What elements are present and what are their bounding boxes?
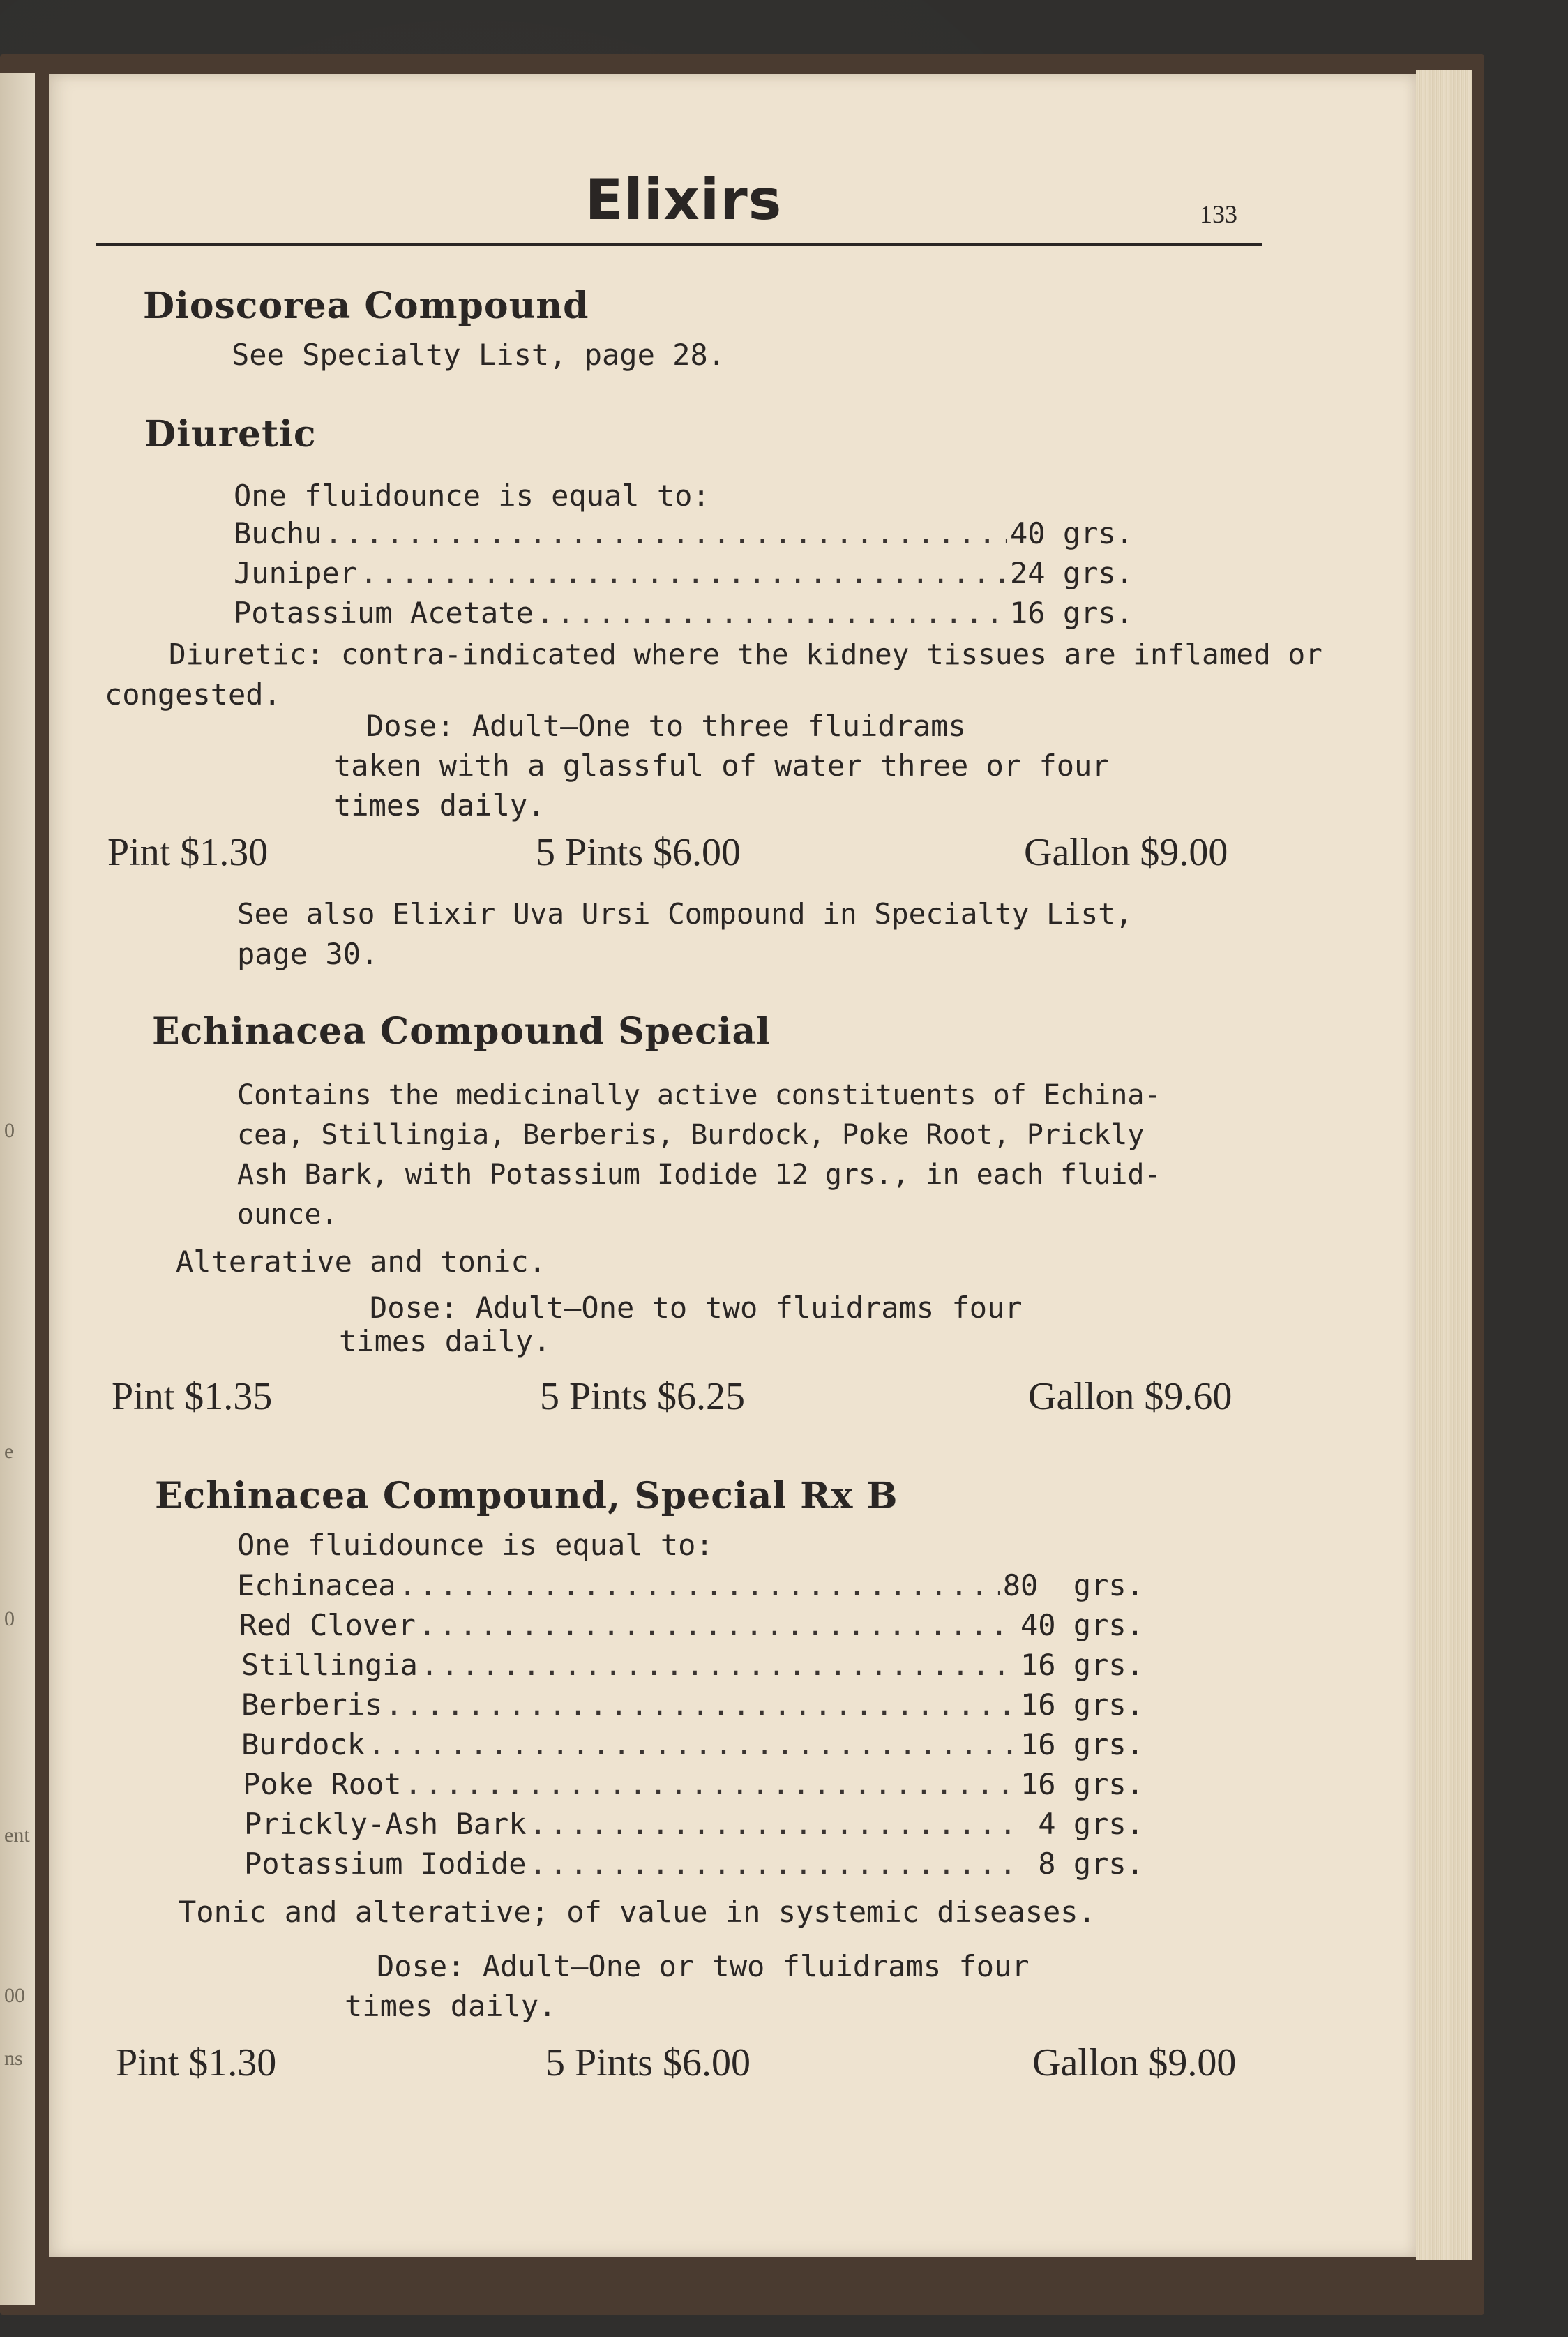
ingredient-amount: 40 grs. — [1009, 516, 1133, 550]
left-page-mark: ns — [4, 2047, 23, 2070]
diuretic-description: Diuretic: contra-indicated where the kidney tissues are inflamed or — [169, 638, 1322, 671]
ingredient-name: Echinacea — [237, 1568, 396, 1602]
header-rule — [96, 243, 1262, 246]
ingredient-name: Poke Root — [243, 1767, 402, 1801]
ingredient-row — [241, 1648, 1144, 1682]
ingredient-row — [234, 556, 1133, 590]
left-page-mark: 00 — [4, 1984, 25, 2007]
left-page-mark: 0 — [4, 1119, 15, 1142]
ingredient-row — [237, 1568, 1144, 1602]
leader-dots — [385, 1688, 1018, 1722]
echinacea-dose: Dose: Adult—One to two fluidrams four — [370, 1291, 1023, 1325]
ingredient-name: Red Clover — [239, 1608, 416, 1642]
ingredient-row — [234, 596, 1133, 630]
section-title-diuretic: Diuretic — [144, 413, 317, 456]
section-title-echinacea-special: Echinacea Compound Special — [152, 1010, 771, 1053]
diuretic-dose: Dose: Adult—One to three fluidrams — [366, 709, 966, 743]
ingredient-name: Potassium Acetate — [234, 596, 534, 630]
echinacea-description: Alterative and tonic. — [176, 1245, 547, 1279]
price-gallon: Gallon $9.00 — [1032, 2041, 1237, 2084]
ingredient-name: Berberis — [241, 1688, 383, 1722]
price-five-pints: 5 Pints $6.25 — [540, 1375, 746, 1418]
ingredient-amount: 16 grs. — [1020, 1648, 1144, 1682]
rx-b-dose-cont: times daily. — [345, 1989, 557, 2023]
ingredient-name: Prickly-Ash Bark — [244, 1807, 527, 1841]
ingredient-row — [234, 516, 1133, 550]
rx-b-dose: Dose: Adult—One or two fluidrams four — [377, 1949, 1030, 1983]
left-page-mark: 0 — [4, 1607, 15, 1630]
left-page-edge — [0, 73, 35, 2305]
ingredient-row — [243, 1767, 1144, 1801]
ingredient-name: Buchu — [234, 516, 322, 550]
price-pint: Pint $1.30 — [116, 2041, 277, 2084]
price-pint: Pint $1.35 — [112, 1375, 273, 1418]
leader-dots — [529, 1807, 1018, 1841]
echinacea-dose-cont: times daily. — [339, 1324, 551, 1358]
ingredient-amount: 80 grs. — [1002, 1568, 1144, 1602]
price-gallon: Gallon $9.60 — [1028, 1375, 1232, 1418]
ingredient-amount: 16 grs. — [1009, 596, 1133, 630]
ingredient-amount: 16 grs. — [1020, 1727, 1144, 1761]
ingredient-name: Stillingia — [241, 1648, 418, 1682]
diuretic-intro: One fluidounce is equal to: — [234, 479, 710, 513]
leader-dots — [399, 1568, 1000, 1602]
leader-dots — [419, 1608, 1018, 1642]
echinacea-contents: Ash Bark, with Potassium Iodide 12 grs., in each fluid- — [237, 1159, 1161, 1191]
ingredient-amount: 16 grs. — [1020, 1688, 1144, 1722]
leader-dots — [360, 556, 1007, 590]
ingredient-row — [241, 1688, 1144, 1722]
diuretic-see-also: See also Elixir Uva Ursi Compound in Specialty List, — [237, 897, 1133, 931]
left-page-mark: ent — [4, 1824, 30, 1847]
echinacea-contents: ounce. — [237, 1198, 338, 1231]
ingredient-row — [244, 1807, 1144, 1841]
left-page-mark: e — [4, 1440, 14, 1463]
ingredient-name: Juniper — [234, 556, 358, 590]
leader-dots — [421, 1648, 1018, 1682]
ingredient-row — [239, 1608, 1144, 1642]
ingredient-row — [244, 1847, 1144, 1881]
page-block-edge — [1416, 70, 1472, 2260]
leader-dots — [405, 1767, 1018, 1801]
ingredient-amount: 8 grs. — [1020, 1847, 1144, 1881]
ingredient-amount: 40 grs. — [1020, 1608, 1144, 1642]
diuretic-see-also-cont: page 30. — [237, 937, 379, 971]
rx-b-intro: One fluidounce is equal to: — [237, 1528, 714, 1562]
ingredient-amount: 16 grs. — [1020, 1767, 1144, 1801]
rx-b-description: Tonic and alterative; of value in systemic diseases. — [179, 1895, 1096, 1929]
ingredient-amount: 24 grs. — [1009, 556, 1133, 590]
section-title-echinacea-rx-b: Echinacea Compound, Special Rx B — [155, 1475, 898, 1517]
section-title-dioscorea: Dioscorea Compound — [143, 285, 589, 327]
ingredient-row — [241, 1727, 1144, 1761]
ingredient-amount: 4 grs. — [1020, 1807, 1144, 1841]
price-pint: Pint $1.30 — [107, 831, 269, 874]
leader-dots — [324, 516, 1007, 550]
leader-dots — [529, 1847, 1018, 1881]
page-number: 133 — [1200, 200, 1237, 228]
price-five-pints: 5 Pints $6.00 — [545, 2041, 751, 2084]
echinacea-contents: Contains the medicinally active constituents of Echina- — [237, 1079, 1161, 1111]
ingredient-name: Potassium Iodide — [244, 1847, 527, 1881]
price-five-pints: 5 Pints $6.00 — [536, 831, 741, 874]
diuretic-description-cont: congested. — [105, 677, 281, 712]
diuretic-dose-cont: taken with a glassful of water three or four — [333, 749, 1110, 783]
diuretic-dose-cont: times daily. — [333, 788, 545, 822]
ingredient-name: Burdock — [241, 1727, 365, 1761]
dioscorea-note: See Specialty List, page 28. — [232, 338, 726, 372]
leader-dots — [536, 596, 1007, 630]
price-gallon: Gallon $9.00 — [1024, 831, 1228, 874]
leader-dots — [368, 1727, 1018, 1761]
echinacea-contents: cea, Stillingia, Berberis, Burdock, Poke Root, Prickly — [237, 1119, 1145, 1151]
page-title: Elixirs — [585, 167, 783, 232]
